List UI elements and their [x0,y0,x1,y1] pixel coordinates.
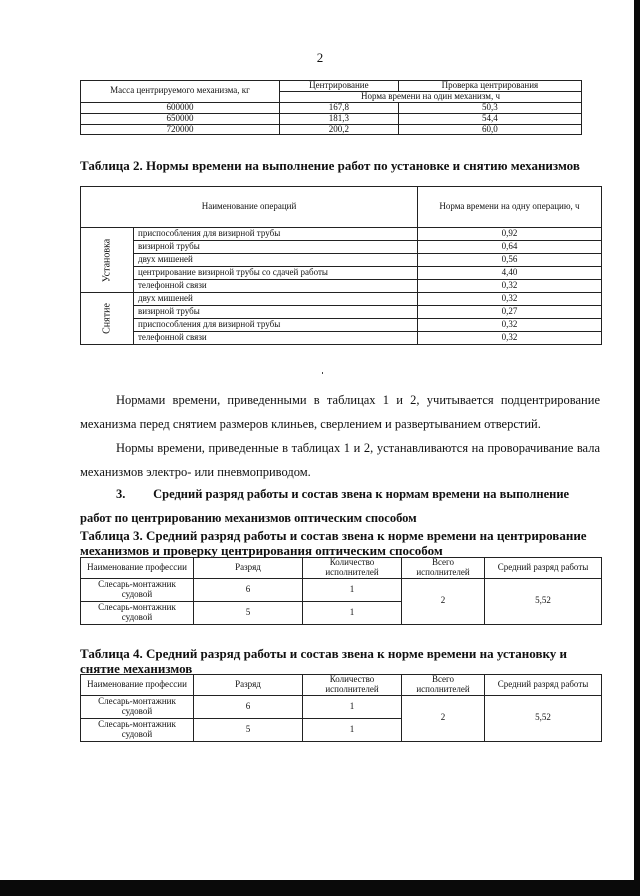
table-row [81,228,602,241]
scan-speck [322,372,323,374]
t3-profession: Слесарь-монтажник судовой [81,601,194,624]
t1-centering: 200,2 [280,124,399,135]
t2-op: приспособления для визирной трубы [134,319,418,332]
t2-val: 0,32 [418,319,602,332]
t2-group-remove [81,293,134,345]
section-title: Средний разряд работы и состав звена к нормам времени на выполнение работ по центрированию механизмов оптическим способом [80,487,570,525]
table-3-caption: Таблица 3. Средний разряд работы и состав звена к норме времени на центрирование механизмов и проверку центрирования оптическим способом [80,528,587,558]
table-row [81,241,602,254]
t2-val: 0,32 [418,332,602,345]
table-4 [80,674,602,742]
t1-centering: 167,8 [280,102,399,113]
paragraph-2: Нормы времени, приведенные в таблицах 1 и 2, устанавливаются на проворачивание вала механизмов электро- или пневмоприводом. [80,441,600,479]
t2-col-operation: Наименование операций [81,187,418,228]
section-heading [80,482,600,530]
t2-op: приспособления для визирной трубы [134,228,418,241]
t2-val: 0,92 [418,228,602,241]
t2-group-install [81,228,134,293]
t1-mass: 650000 [81,113,280,124]
t1-mass: 720000 [81,124,280,135]
t3-col-avg: Средний разряд работы [485,558,602,579]
t4-col-profession: Наименование профессии [81,675,194,696]
t4-total: 2 [402,695,485,741]
table-row [81,254,602,267]
t3-count: 1 [303,578,402,601]
t2-val: 0,64 [418,241,602,254]
t2-op: центрирование визирной трубы со сдачей работы [134,267,418,280]
t2-op: телефонной связи [134,280,418,293]
t1-col-check: Проверка центрирования [398,81,581,92]
t1-mass: 600000 [81,102,280,113]
t4-col-count: Количество исполнителей [303,675,402,696]
table-row [81,124,582,135]
t3-col-total: Всего исполнителей [402,558,485,579]
table-row [81,102,582,113]
table-row [81,578,602,601]
t4-col-grade: Разряд [194,675,303,696]
t2-val: 0,56 [418,254,602,267]
page-number: 2 [316,50,324,65]
section-number: 3. [116,487,126,501]
t1-centering: 181,3 [280,113,399,124]
t3-grade: 5 [194,601,303,624]
t2-op: двух мишеней [134,254,418,267]
table-1 [80,80,582,135]
t1-check: 50,3 [398,102,581,113]
scan-edge-right [634,0,640,896]
scan-edge-bottom [0,880,640,896]
t3-col-profession: Наименование профессии [81,558,194,579]
t1-check: 60,0 [398,124,581,135]
t4-profession: Слесарь-монтажник судовой [81,695,194,718]
t2-op: двух мишеней [134,293,418,306]
t2-val: 0,32 [418,293,602,306]
t2-val: 4,40 [418,267,602,280]
table-2 [80,186,602,345]
t4-avg: 5,52 [485,695,602,741]
table-4-caption: Таблица 4. Средний разряд работы и состав звена к норме времени на установку и снятие механизмов [80,646,568,676]
t3-col-count: Количество исполнителей [303,558,402,579]
t1-col-mass: Масса центрируемого механизма, кг [81,81,280,103]
t4-col-avg: Средний разряд работы [485,675,602,696]
t2-op: визирной трубы [134,306,418,319]
t4-count: 1 [303,718,402,741]
t1-subheader: Норма времени на один механизм, ч [280,91,582,102]
t2-op: телефонной связи [134,332,418,345]
table-3 [80,557,602,625]
t2-val: 0,27 [418,306,602,319]
table-row [81,267,602,280]
t2-op: визирной трубы [134,241,418,254]
t4-count: 1 [303,695,402,718]
t2-group-install-label: Установка [101,238,113,282]
table-row [81,695,602,718]
t4-profession: Слесарь-монтажник судовой [81,718,194,741]
t3-total: 2 [402,578,485,624]
t2-group-remove-label: Снятие [101,303,113,334]
table-row [81,306,602,319]
table-row [81,113,582,124]
t4-col-total: Всего исполнителей [402,675,485,696]
t2-val: 0,32 [418,280,602,293]
t4-grade: 5 [194,718,303,741]
table-row [81,332,602,345]
t3-grade: 6 [194,578,303,601]
t4-grade: 6 [194,695,303,718]
t3-profession: Слесарь-монтажник судовой [81,578,194,601]
t3-avg: 5,52 [485,578,602,624]
t1-col-centering: Центрирование [280,81,399,92]
table-row [81,280,602,293]
paragraph-1: Нормами времени, приведенными в таблицах 1 и 2, учитывается подцентрирование механизма перед снятием размеров клиньев, сверлением и развертыванием отверстий. [80,393,600,431]
t2-col-norm: Норма времени на одну операцию, ч [418,187,602,228]
t1-check: 54,4 [398,113,581,124]
table-row [81,293,602,306]
t3-col-grade: Разряд [194,558,303,579]
table-row [81,319,602,332]
t3-count: 1 [303,601,402,624]
table-2-caption: Таблица 2. Нормы времени на выполнение работ по установке и снятию механизмов [80,158,580,173]
